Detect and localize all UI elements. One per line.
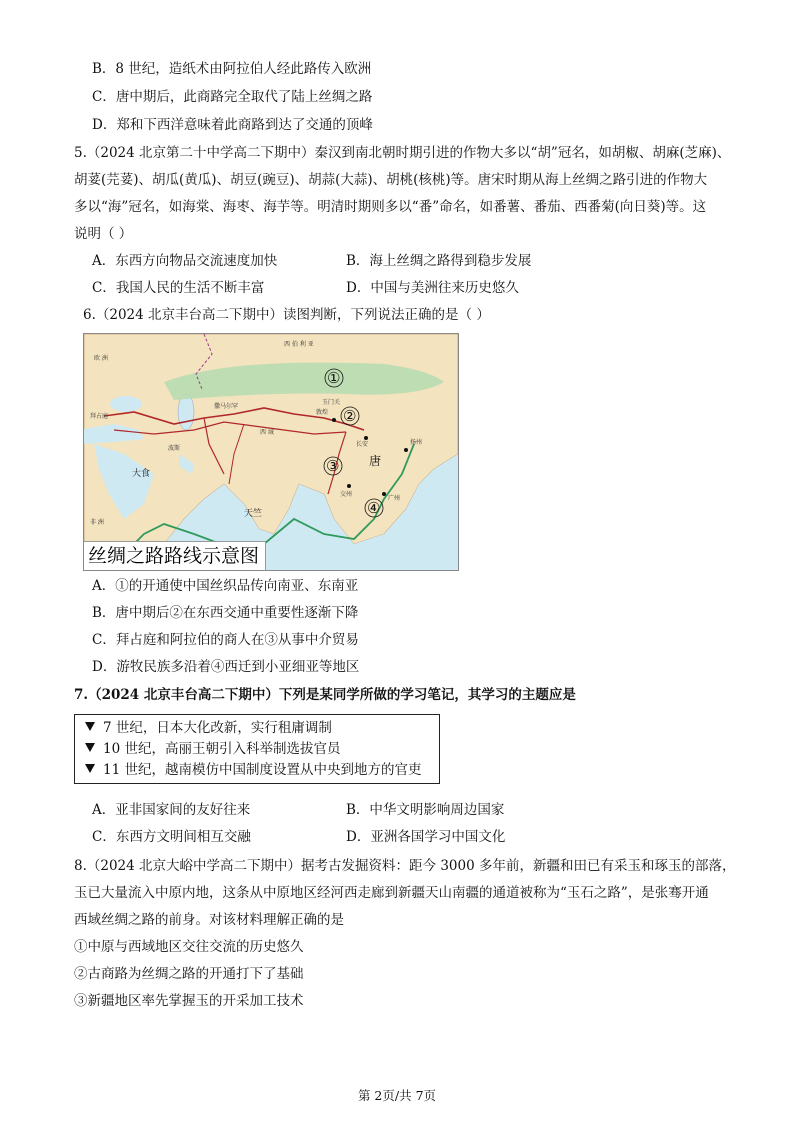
map-marker-2: ② — [343, 407, 357, 425]
q7-option-b: B．中华文明影响周边国家 — [346, 802, 505, 818]
map-label-changan: 长安 — [356, 441, 369, 448]
map-label-africa: 非 洲 — [90, 519, 104, 526]
q6-option-a: A．①的开通使中国丝织品传向南亚、东南亚 — [92, 578, 359, 594]
q5-option-b: B．海上丝绸之路得到稳步发展 — [346, 253, 532, 269]
q6-option-d: D．游牧民族多沿着④西迁到小亚细亚等地区 — [92, 659, 360, 675]
map-marker-3: ③ — [326, 457, 340, 475]
map-marker-1: ① — [327, 369, 341, 387]
q8-statement-1: ①中原与西域地区交往交流的历史悠久 — [74, 939, 304, 955]
q6-option-b: B．唐中期后②在东西交通中重要性逐渐下降 — [92, 605, 359, 621]
q8-stem-line1: 8.（2024 北京大峪中学高二下期中）据考古发掘资料：距今 3000 多年前，新疆和田已有采玉和琢玉的部落， — [74, 858, 736, 874]
silk-road-map — [83, 333, 459, 571]
q8-stem-line2: 玉已大量流入中原内地，这条从中原地区经河西走廊到新疆天山南疆的通道被称为“玉石之路”，是张骞开通 — [74, 885, 709, 901]
q5-option-d: D．中国与美洲往来历史悠久 — [346, 280, 519, 296]
q4-option-c: C．唐中期后，此商路完全取代了陆上丝绸之路 — [92, 89, 373, 105]
q8-statement-2: ②古商路为丝绸之路的开通打下了基础 — [74, 966, 304, 982]
note-text: 10 世纪，高丽王朝引入科举制选拔官员 — [103, 741, 341, 757]
map-label-siberia: 西 伯 利 亚 — [284, 341, 314, 348]
q5-stem-line1: 5.（2024 北京第二十中学高二下期中）秦汉到南北朝时期引进的作物大多以“胡”冠名，如胡椒、胡麻(芝麻)、 — [74, 145, 731, 161]
q7-option-d: D．亚洲各国学习中国文化 — [346, 829, 506, 845]
map-caption: 丝绸之路路线示意图 — [84, 541, 266, 570]
map-label-samarkand: 撒马尔罕 — [214, 403, 239, 410]
map-label-dunhuang: 敦煌 — [316, 409, 329, 416]
map-label-guangzhou: 广州 — [388, 495, 401, 502]
note-item — [85, 739, 340, 759]
map-label-tianzhu: 天竺 — [244, 509, 263, 519]
q5-stem-line3: 多以“海”冠名，如海棠、海枣、海芋等。明清时期则多以“番”命名，如番薯、番茄、西番菊(向日葵)等。这 — [74, 199, 707, 215]
q5-option-c: C．我国人民的生活不断丰富 — [92, 280, 265, 296]
map-label-tang: 唐 — [369, 454, 382, 468]
q7-option-a: A．亚非国家间的友好往来 — [92, 802, 251, 818]
q5-stem-line2: 胡荽(芫荽)、胡瓜(黄瓜)、胡豆(豌豆)、胡蒜(大蒜)、胡桃(核桃)等。唐宋时期从海上丝绸之路引进的作物大 — [74, 172, 708, 188]
map-label-bosi: 波斯 — [168, 445, 181, 452]
map-label-xiyu: 西 域 — [260, 429, 274, 436]
q4-option-b: B．8 世纪，造纸术由阿拉伯人经此路传入欧洲 — [92, 61, 372, 77]
map-label-yangzhou: 扬州 — [410, 439, 423, 446]
map-label-yumenguan: 玉门关 — [322, 399, 341, 406]
map-label-europe: 欧 洲 — [94, 355, 108, 362]
map-label-byzantium: 拜占庭 — [90, 413, 109, 420]
map-marker-4: ④ — [367, 499, 381, 517]
map-label-dashi: 大食 — [132, 469, 151, 479]
q4-option-d: D．郑和下西洋意味着此商路到达了交通的顶峰 — [92, 117, 373, 133]
q7-stem: 7.（2024 北京丰台高二下期中）下列是某同学所做的学习笔记，其学习的主题应是 — [74, 687, 576, 703]
q6-option-c: C．拜占庭和阿拉伯的商人在③从事中介贸易 — [92, 632, 359, 648]
q6-stem: 6.（2024 北京丰台高二下期中）读图判断，下列说法正确的是（ ） — [83, 307, 490, 323]
q5-stem-line4: 说明（ ） — [74, 226, 133, 242]
q8-statement-3: ③新疆地区率先掌握玉的开采加工技术 — [74, 993, 304, 1009]
triangle-bullet-icon — [85, 722, 95, 731]
q7-option-c: C．东西方文明间相互交融 — [92, 829, 251, 845]
page-number: 第 2页/共 7页 — [357, 1088, 437, 1103]
note-item — [85, 760, 421, 780]
q8-stem-line3: 西域丝绸之路的前身。对该材料理解正确的是 — [74, 912, 344, 928]
note-text: 11 世纪，越南模仿中国制度设置从中央到地方的官吏 — [103, 762, 422, 778]
note-text: 7 世纪，日本大化改新，实行租庸调制 — [103, 720, 332, 736]
q5-option-a: A．东西方向物品交流速度加快 — [92, 253, 278, 269]
triangle-bullet-icon — [85, 764, 95, 773]
study-notes-box — [74, 714, 440, 784]
triangle-bullet-icon — [85, 743, 95, 752]
note-item — [85, 718, 332, 738]
map-label-jiaozhou: 交州 — [340, 491, 353, 498]
